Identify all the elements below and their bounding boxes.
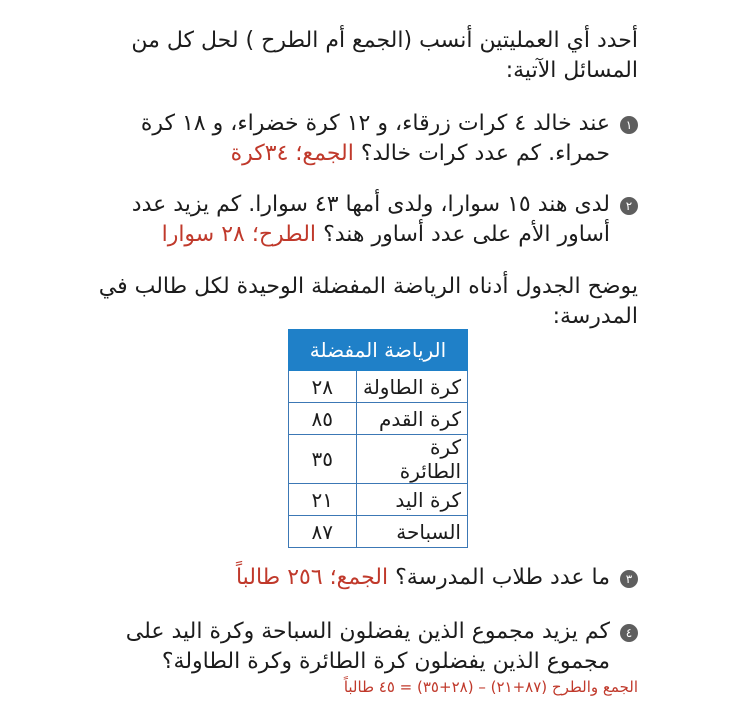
intro-instruction: أحدد أي العمليتين أنسب (الجمع أم الطرح ) لحل كل من المسائل الآتية: xyxy=(131,28,638,83)
problem-number-badge: ١ xyxy=(620,116,638,134)
student-count: ٣٥ xyxy=(289,435,357,484)
problem-text: لدى هند ١٥ سوارا، ولدى أمها ٤٣ سوارا. كم يزيد عدد أساور الأم على عدد أساور هند؟ xyxy=(131,192,610,247)
sport-name: السباحة xyxy=(356,516,467,548)
problem-answer: الجمع؛ ٣٤كرة xyxy=(230,141,354,166)
table-row xyxy=(289,371,468,403)
problem-body xyxy=(98,109,610,169)
table-row xyxy=(289,484,468,516)
problem-body xyxy=(98,190,610,250)
problem-answer: الطرح؛ ٢٨ سوارا xyxy=(161,222,317,247)
table-row xyxy=(289,516,468,548)
problem-2 xyxy=(98,190,638,250)
problem-1 xyxy=(98,109,638,169)
student-count: ٢٨ xyxy=(289,371,357,403)
problem-number-badge: ٤ xyxy=(620,624,638,642)
student-count: ٢١ xyxy=(289,484,357,516)
problem-3 xyxy=(98,563,638,593)
problem-body: كم يزيد مجموع الذين يفضلون السباحة وكرة اليد على مجموع الذين يفضلون كرة الطائرة وكرة الطاولة؟ xyxy=(125,619,610,674)
student-count: ٨٧ xyxy=(289,516,357,548)
problem-text: عند خالد ٤ كرات زرقاء، و ١٢ كرة خضراء، و ١٨ كرة حمراء. كم عدد كرات خالد؟ xyxy=(140,111,610,166)
sport-name: كرة اليد xyxy=(356,484,467,516)
problem-answer: الجمع؛ ٢٥٦ طالباً xyxy=(235,565,389,590)
problem-text: ما عدد طلاب المدرسة؟ xyxy=(395,565,610,590)
problem-4 xyxy=(98,617,638,677)
problem-body xyxy=(98,563,610,593)
table-intro: يوضح الجدول أدناه الرياضة المفضلة الوحيدة لكل طالب في المدرسة: xyxy=(98,274,638,329)
table-header: الرياضة المفضلة xyxy=(289,330,468,371)
table-row xyxy=(289,403,468,435)
problem-number-badge: ٢ xyxy=(620,197,638,215)
table-header-row xyxy=(289,330,468,371)
problem-4-answer: الجمع والطرح (٨٧+٢١) – (٢٨+٣٥) = ٤٥ طالباً xyxy=(343,678,638,696)
favorite-sport-table xyxy=(288,329,468,548)
sport-name: كرة الطاولة xyxy=(356,371,467,403)
sport-name: كرة الطائرة xyxy=(356,435,467,484)
table-row xyxy=(289,435,468,484)
sport-name: كرة القدم xyxy=(356,403,467,435)
problem-number-badge: ٣ xyxy=(620,570,638,588)
student-count: ٨٥ xyxy=(289,403,357,435)
